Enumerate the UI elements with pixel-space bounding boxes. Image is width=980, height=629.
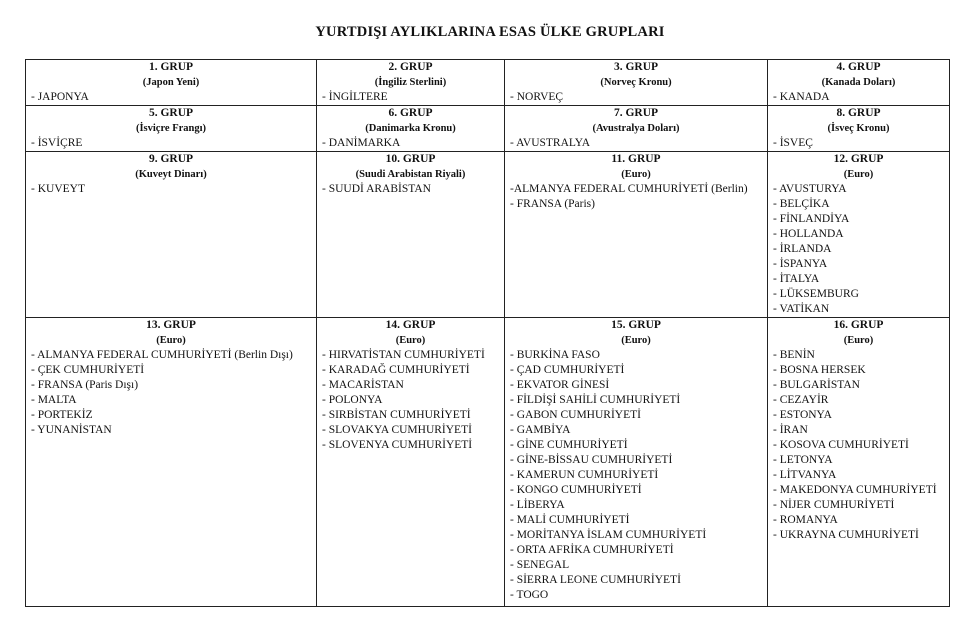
list-item: - GAMBİYA xyxy=(510,424,571,436)
country-list xyxy=(505,182,767,212)
list-item: - FRANSA (Paris Dışı) xyxy=(31,379,139,391)
list-item: - BULGARİSTAN xyxy=(773,379,860,391)
list-item: - ALMANYA FEDERAL CUMHURİYETİ (Berlin Dışı) xyxy=(31,349,293,361)
group-currency: (Kanada Doları) xyxy=(821,77,896,88)
list-item: - MALİ CUMHURİYETİ xyxy=(510,514,630,526)
country-list xyxy=(768,136,949,151)
list-item: - DANİMARKA xyxy=(322,137,401,149)
group-title: 7. GRUP xyxy=(613,107,659,119)
list-item: - BELÇİKA xyxy=(773,198,830,210)
list-item: - BOSNA HERSEK xyxy=(773,364,866,376)
country-list xyxy=(26,90,316,105)
group-currency: (Euro) xyxy=(156,335,186,346)
group-currency: (Euro) xyxy=(621,335,651,346)
group-cell xyxy=(768,106,950,152)
list-item: - HOLLANDA xyxy=(773,228,844,240)
group-cell xyxy=(26,152,317,318)
country-list xyxy=(505,136,767,151)
group-currency: (İsveç Kronu) xyxy=(827,123,890,134)
list-item: - AVUSTURYA xyxy=(773,183,847,195)
list-item: - KAMERUN CUMHURİYETİ xyxy=(510,469,659,481)
list-item: - YUNANİSTAN xyxy=(31,424,112,436)
group-cell xyxy=(768,60,950,106)
group-currency: (Euro) xyxy=(395,335,426,346)
group-currency: (Kuveyt Dinarı) xyxy=(135,169,207,180)
list-item: - ORTA AFRİKA CUMHURİYETİ xyxy=(510,544,674,556)
list-item: - LİBERYA xyxy=(510,499,565,511)
list-item: - SİERRA LEONE CUMHURİYETİ xyxy=(510,574,681,586)
group-currency: (Japon Yeni) xyxy=(142,77,200,88)
country-list xyxy=(768,348,949,543)
group-title: 9. GRUP xyxy=(148,153,194,165)
group-cell xyxy=(317,60,505,106)
list-item: - KONGO CUMHURİYETİ xyxy=(510,484,642,496)
group-title: 14. GRUP xyxy=(385,319,436,331)
group-cell xyxy=(768,318,950,607)
list-item: - CEZAYİR xyxy=(773,394,829,406)
table-row xyxy=(26,152,950,318)
table-row xyxy=(26,318,950,607)
group-cell xyxy=(768,152,950,318)
country-list xyxy=(317,348,504,453)
list-item: - ÇAD CUMHURİYETİ xyxy=(510,364,625,376)
group-currency: (Avustralya Doları) xyxy=(592,123,680,134)
list-item: - SLOVAKYA CUMHURİYETİ xyxy=(322,424,472,436)
group-cell xyxy=(26,106,317,152)
group-cell xyxy=(505,106,768,152)
group-cell xyxy=(26,318,317,607)
list-item: - TOGO xyxy=(510,589,549,601)
list-item: - SENEGAL xyxy=(510,559,570,571)
group-currency: (Euro) xyxy=(621,169,651,180)
list-item: - EKVATOR GİNESİ xyxy=(510,379,610,391)
list-item: - ESTONYA xyxy=(773,409,832,421)
list-item: - KANADA xyxy=(773,91,830,103)
list-item: - BURKİNA FASO xyxy=(510,349,600,361)
list-item: - KARADAĞ CUMHURİYETİ xyxy=(322,364,470,376)
group-title: 13. GRUP xyxy=(146,319,196,331)
group-cell xyxy=(505,60,768,106)
country-list xyxy=(768,182,949,317)
group-currency: (Euro) xyxy=(843,335,874,346)
list-item: - İTALYA xyxy=(773,273,820,285)
list-item: - LETONYA xyxy=(773,454,833,466)
group-title: 16. GRUP xyxy=(833,319,884,331)
country-list xyxy=(26,348,316,438)
list-item: -ALMANYA FEDERAL CUMHURİYETİ (Berlin) xyxy=(510,183,748,195)
list-item: - UKRAYNA CUMHURİYETİ xyxy=(773,529,919,541)
list-item: - FRANSA (Paris) xyxy=(510,198,595,210)
list-item: - ROMANYA xyxy=(773,514,838,526)
group-title: 12. GRUP xyxy=(833,153,884,165)
list-item: - İRLANDA xyxy=(773,243,832,255)
list-item: - AVUSTRALYA xyxy=(510,137,591,149)
country-list xyxy=(317,90,504,105)
list-item: - ÇEK CUMHURİYETİ xyxy=(31,364,145,376)
country-list xyxy=(26,182,316,197)
group-cell xyxy=(317,318,505,607)
list-item: - HIRVATİSTAN CUMHURİYETİ xyxy=(322,349,485,361)
group-currency: (Danimarka Kronu) xyxy=(365,123,456,134)
group-title: 6. GRUP xyxy=(388,107,433,119)
group-title: 8. GRUP xyxy=(836,107,881,119)
list-item: - JAPONYA xyxy=(31,91,89,103)
group-title: 1. GRUP xyxy=(148,61,194,73)
list-item: - BENİN xyxy=(773,349,815,361)
page-title: YURTDIŞI AYLIKLARINA ESAS ÜLKE GRUPLARI xyxy=(315,24,665,40)
list-item: - FİLDİŞİ SAHİLİ CUMHURİYETİ xyxy=(510,394,681,406)
list-item: - SIRBİSTAN CUMHURİYETİ xyxy=(322,409,471,421)
group-title: 11. GRUP xyxy=(611,153,661,165)
list-item: - KUVEYT xyxy=(31,183,85,195)
list-item: - İSVİÇRE xyxy=(31,137,83,149)
country-list xyxy=(26,136,316,151)
list-item: - NİJER CUMHURİYETİ xyxy=(773,499,895,511)
group-title: 15. GRUP xyxy=(611,319,661,331)
group-currency: (İngiliz Sterlini) xyxy=(374,77,447,88)
country-list xyxy=(505,348,767,603)
group-title: 4. GRUP xyxy=(836,61,881,73)
group-currency: (Norveç Kronu) xyxy=(600,77,672,88)
table-row xyxy=(26,106,950,152)
list-item: - POLONYA xyxy=(322,394,383,406)
list-item: - SUUDİ ARABİSTAN xyxy=(322,183,431,195)
list-item: - GİNE-BİSSAU CUMHURİYETİ xyxy=(510,454,673,466)
list-item: - GİNE CUMHURİYETİ xyxy=(510,439,628,451)
list-item: - GABON CUMHURİYETİ xyxy=(510,409,641,421)
list-item: - MORİTANYA İSLAM CUMHURİYETİ xyxy=(510,529,707,541)
list-item: - NORVEÇ xyxy=(510,91,564,103)
list-item: - MALTA xyxy=(31,394,77,406)
group-cell xyxy=(505,318,768,607)
country-list xyxy=(768,90,949,105)
group-title: 3. GRUP xyxy=(613,61,659,73)
list-item: - SLOVENYA CUMHURİYETİ xyxy=(322,439,473,451)
list-item: - FİNLANDİYA xyxy=(773,213,850,225)
group-currency: (İsviçre Frangı) xyxy=(135,123,207,134)
list-item: - LÜKSEMBURG xyxy=(773,288,859,300)
list-item: - KOSOVA CUMHURİYETİ xyxy=(773,439,909,451)
country-list xyxy=(317,182,504,197)
list-item: - İSVEÇ xyxy=(773,137,813,149)
list-item: - İNGİLTERE xyxy=(322,91,388,103)
group-title: 10. GRUP xyxy=(385,153,436,165)
group-cell xyxy=(317,106,505,152)
table-row xyxy=(26,60,950,106)
list-item: - PORTEKİZ xyxy=(31,409,93,421)
list-item: - İSPANYA xyxy=(773,258,828,270)
list-item: - VATİKAN xyxy=(773,303,830,315)
group-currency: (Euro) xyxy=(843,169,874,180)
country-list xyxy=(505,90,767,105)
list-item: - İRAN xyxy=(773,424,808,436)
group-currency: (Suudi Arabistan Riyali) xyxy=(355,169,466,180)
group-cell xyxy=(317,152,505,318)
group-cell xyxy=(505,152,768,318)
list-item: - MACARİSTAN xyxy=(322,379,404,391)
country-groups-table xyxy=(25,59,950,607)
list-item: - MAKEDONYA CUMHURİYETİ xyxy=(773,484,937,496)
group-title: 5. GRUP xyxy=(148,107,194,119)
group-title: 2. GRUP xyxy=(388,61,433,73)
group-cell xyxy=(26,60,317,106)
country-list xyxy=(317,136,504,151)
list-item: - LİTVANYA xyxy=(773,469,837,481)
